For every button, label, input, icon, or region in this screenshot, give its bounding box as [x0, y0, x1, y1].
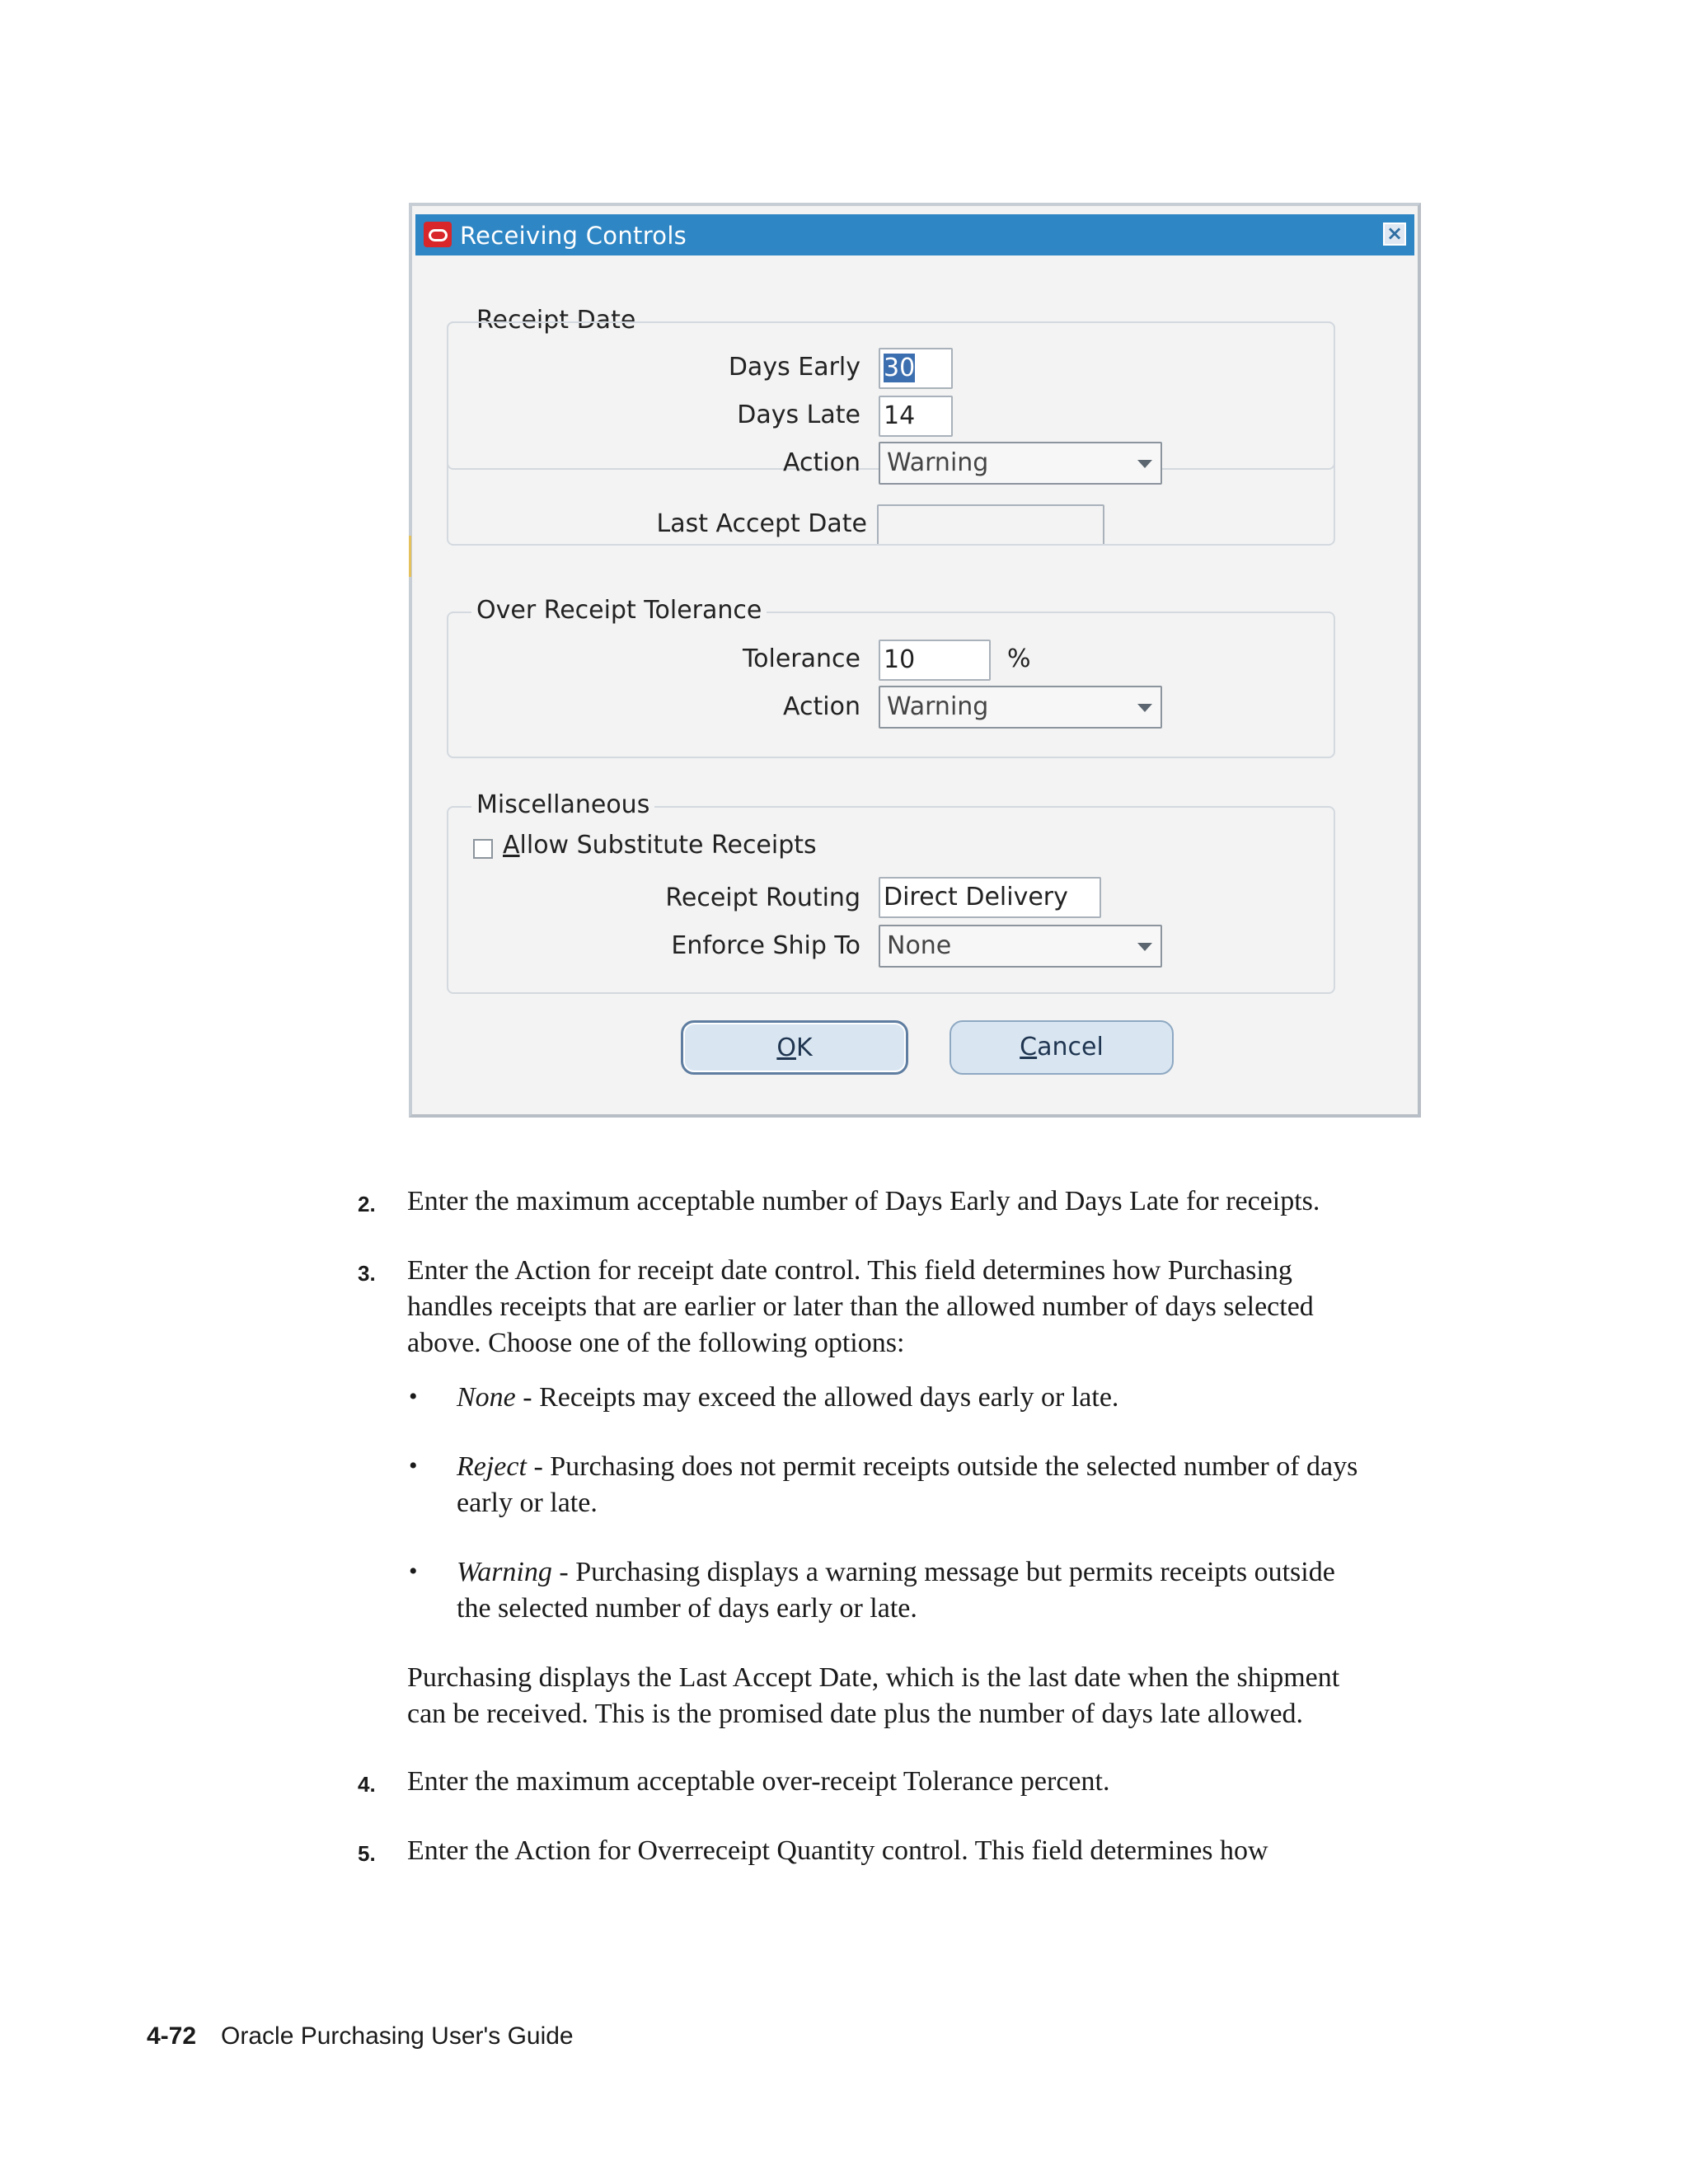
dialog-title: Receiving Controls	[460, 222, 687, 250]
over-receipt-action-value: Warning	[887, 692, 989, 721]
receipt-routing-label: Receipt Routing	[665, 883, 860, 912]
over-receipt-action-label: Action	[783, 692, 860, 721]
receipt-date-legend: Receipt Date	[471, 306, 640, 335]
days-early-value: 30	[884, 354, 916, 382]
option-term: None	[457, 1382, 516, 1413]
step-line: Enter the Action for receipt date control. This field determines how Purchasing	[407, 1255, 1292, 1286]
step-line: above. Choose one of the following options:	[407, 1328, 905, 1358]
over-receipt-group	[447, 596, 1335, 758]
note-line: Purchasing displays the Last Accept Date, which is the last date when the shipment	[407, 1662, 1340, 1693]
miscellaneous-group	[447, 790, 1335, 994]
step-text	[407, 1253, 1446, 1361]
window-edge-marker	[409, 536, 411, 577]
enforce-ship-to-label: Enforce Ship To	[671, 931, 860, 960]
receipt-date-group	[447, 306, 1335, 477]
receiving-controls-dialog	[409, 203, 1421, 1118]
option-line	[457, 1554, 1446, 1591]
close-icon[interactable]: ×	[1383, 223, 1406, 246]
tolerance-field[interactable]: 10	[879, 640, 991, 681]
days-early-label: Days Early	[728, 353, 860, 382]
bullet-marker: •	[409, 1383, 418, 1410]
receipt-date-action-label: Action	[783, 448, 860, 477]
page-number: 4-72	[147, 2022, 197, 2050]
allow-substitute-mnemonic: A	[503, 831, 520, 860]
ok-mnemonic: O	[776, 1033, 796, 1062]
bullet-marker: •	[409, 1558, 418, 1585]
allow-substitute-receipts-checkbox[interactable]	[473, 839, 493, 859]
days-late-label: Days Late	[737, 401, 860, 429]
chevron-down-icon	[1137, 460, 1152, 468]
oracle-logo-icon	[424, 222, 452, 247]
miscellaneous-legend: Miscellaneous	[471, 790, 654, 819]
bullet-item	[457, 1554, 1446, 1627]
ok-label-rest: K	[795, 1033, 813, 1062]
ok-button[interactable]	[681, 1020, 908, 1075]
chevron-down-icon	[1137, 704, 1152, 712]
step-number: 5.	[358, 1841, 376, 1866]
over-receipt-legend: Over Receipt Tolerance	[471, 596, 767, 625]
note-line: can be received. This is the promised date plus the number of days late allowed.	[407, 1699, 1304, 1729]
receipt-date-action-value: Warning	[887, 448, 989, 477]
bullet-item	[457, 1449, 1446, 1521]
allow-substitute-receipts-label[interactable]	[503, 831, 817, 860]
option-line: the selected number of days early or late.	[457, 1593, 917, 1624]
option-description: - Purchasing does not permit receipts outside the selected number of days	[526, 1451, 1358, 1482]
cancel-label-rest: ancel	[1037, 1033, 1104, 1062]
percent-sign: %	[1007, 644, 1031, 673]
allow-substitute-label-rest: llow Substitute Receipts	[519, 831, 817, 860]
cancel-mnemonic: C	[1020, 1033, 1038, 1062]
last-accept-date-field[interactable]	[877, 504, 1104, 546]
option-line: early or late.	[457, 1488, 598, 1518]
guide-title: Oracle Purchasing User's Guide	[221, 2022, 574, 2050]
step-text: Enter the Action for Overreceipt Quantity control. This field determines how	[407, 1835, 1268, 1866]
option-description: - Receipts may exceed the allowed days early or late.	[515, 1382, 1119, 1413]
step-text: Enter the maximum acceptable number of Days Early and Days Late for receipts.	[407, 1186, 1320, 1216]
step-line: handles receipts that are earlier or later than the allowed number of days selected	[407, 1291, 1314, 1322]
over-receipt-action-select[interactable]	[879, 686, 1162, 729]
bullet-item	[457, 1380, 1446, 1416]
cancel-button[interactable]	[950, 1020, 1174, 1075]
option-description: - Purchasing displays a warning message but permits receipts outside	[551, 1557, 1335, 1587]
dialog-titlebar[interactable]	[415, 214, 1414, 255]
step-number: 4.	[358, 1772, 376, 1797]
bullet-marker: •	[409, 1452, 418, 1479]
receipt-date-action-select[interactable]	[879, 442, 1162, 485]
option-line	[457, 1449, 1446, 1485]
enforce-ship-to-value: None	[887, 931, 952, 960]
enforce-ship-to-select[interactable]	[879, 925, 1162, 968]
days-early-field[interactable]	[879, 348, 953, 389]
tolerance-label: Tolerance	[742, 644, 860, 673]
step-text: Enter the maximum acceptable over-receipt Tolerance percent.	[407, 1766, 1110, 1797]
last-accept-note	[407, 1660, 1446, 1732]
last-accept-date-label: Last Accept Date	[656, 509, 867, 538]
page-footer	[147, 2022, 574, 2050]
chevron-down-icon	[1137, 943, 1152, 951]
step-number: 3.	[358, 1261, 376, 1286]
days-late-field[interactable]: 14	[879, 396, 953, 437]
step-number: 2.	[358, 1192, 376, 1216]
option-term: Warning	[457, 1557, 552, 1587]
receipt-routing-field[interactable]: Direct Delivery	[879, 877, 1101, 918]
option-term: Reject	[457, 1451, 527, 1482]
